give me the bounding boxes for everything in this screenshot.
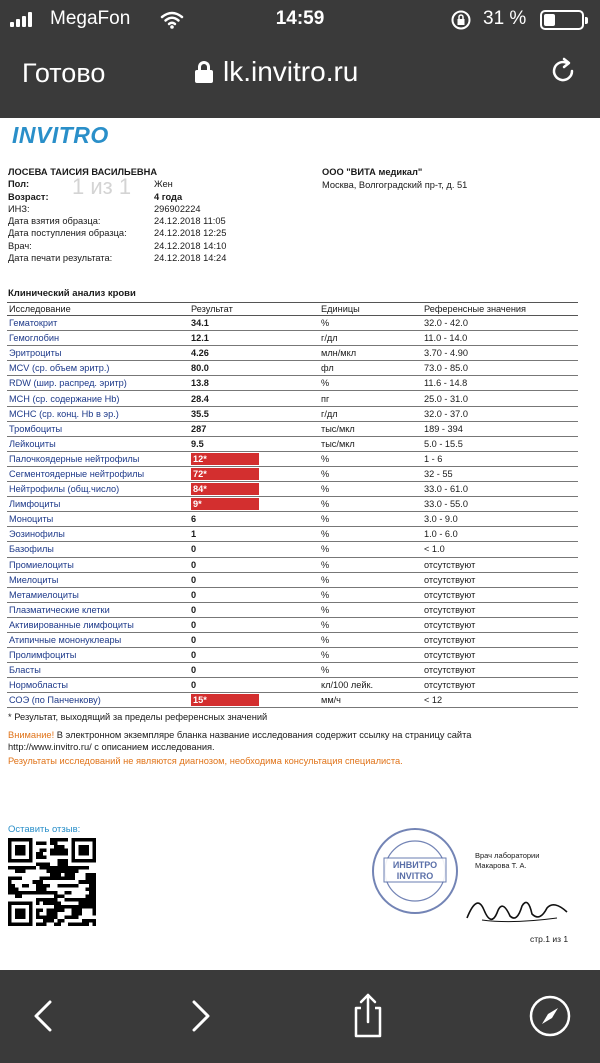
- table-row: [7, 663, 578, 678]
- table-row: [7, 451, 578, 466]
- test-unit: млн/мкл: [319, 346, 422, 361]
- column-header: Референсные значения: [422, 303, 578, 316]
- reference-range: отсутствуют: [422, 557, 578, 572]
- doctor-title: Врач лаборатории: [475, 851, 540, 860]
- clock: 14:59: [275, 8, 325, 29]
- test-unit: %: [319, 497, 422, 512]
- warning-note: Внимание! В электронном экземпляре бланка название исследования содержит ссылку на страницу сайта http://www.invitro.ru/ с описанием исследования.: [8, 730, 472, 752]
- test-unit: пг: [319, 391, 422, 406]
- reference-range: отсутствуют: [422, 602, 578, 617]
- test-result: 80.0: [189, 361, 319, 376]
- reference-range: отсутствуют: [422, 678, 578, 693]
- table-row: [7, 512, 578, 527]
- back-icon[interactable]: [24, 996, 64, 1036]
- out-of-range-result: 12*: [191, 453, 259, 465]
- results-table: [7, 302, 578, 708]
- test-unit: фл: [319, 361, 422, 376]
- reference-range: 5.0 - 15.5: [422, 436, 578, 451]
- out-of-range-result: 72*: [191, 468, 259, 480]
- invitro-logo: INVITRO: [12, 122, 109, 148]
- lab-stamp: [370, 826, 460, 916]
- test-name-link[interactable]: Моноциты: [7, 512, 189, 527]
- share-icon[interactable]: [348, 992, 388, 1038]
- test-unit: мм/ч: [319, 693, 422, 708]
- test-result: 0: [189, 648, 319, 663]
- table-row: [7, 542, 578, 557]
- test-name-link[interactable]: Метамиелоциты: [7, 587, 189, 602]
- reference-range: 32.0 - 37.0: [422, 406, 578, 421]
- table-row: [7, 346, 578, 361]
- browser-nav-bar: [0, 40, 600, 118]
- address-bar[interactable]: [195, 56, 358, 88]
- test-result: 34.1: [189, 316, 319, 331]
- table-row: [7, 361, 578, 376]
- reference-range: отсутствуют: [422, 663, 578, 678]
- reference-range: 1 - 6: [422, 451, 578, 466]
- test-result: 12.1: [189, 331, 319, 346]
- test-name-link[interactable]: MCH (ср. содержание Hb): [7, 391, 189, 406]
- reference-range: 11.6 - 14.8: [422, 376, 578, 391]
- test-result: 0: [189, 557, 319, 572]
- test-name-link[interactable]: Лимфоциты: [7, 497, 189, 512]
- table-row: [7, 602, 578, 617]
- test-result: 0: [189, 632, 319, 647]
- test-unit: %: [319, 632, 422, 647]
- test-unit: %: [319, 512, 422, 527]
- patient-field: Дата взятия образца: 24.12.2018 11:05: [8, 216, 226, 227]
- test-unit: %: [319, 617, 422, 632]
- warning-word: Внимание!: [8, 730, 55, 740]
- test-name-link[interactable]: Нормобласты: [7, 678, 189, 693]
- reference-range: отсутствуют: [422, 617, 578, 632]
- lab-address: Москва, Волгоградский пр-т, д. 51: [322, 180, 468, 190]
- column-header: Единицы: [319, 303, 422, 316]
- test-unit: %: [319, 557, 422, 572]
- reference-range: 189 - 394: [422, 421, 578, 436]
- test-result: 35.5: [189, 406, 319, 421]
- table-row: [7, 572, 578, 587]
- test-unit: %: [319, 466, 422, 481]
- test-name-link[interactable]: Нейтрофилы (общ.число): [7, 482, 189, 497]
- test-unit: г/дл: [319, 406, 422, 421]
- out-of-range-result: 15*: [191, 694, 259, 706]
- patient-field: ИНЗ: 296902224: [8, 203, 201, 214]
- patient-field: Дата печати результата: 24.12.2018 14:24: [8, 253, 227, 264]
- reference-range: 3.70 - 4.90: [422, 346, 578, 361]
- test-unit: %: [319, 648, 422, 663]
- rotation-lock-icon: [450, 9, 472, 31]
- test-result: 0: [189, 587, 319, 602]
- test-result: [189, 482, 319, 497]
- stamp-text: ИНВИТРО: [392, 860, 438, 870]
- test-result: 28.4: [189, 391, 319, 406]
- test-name-link[interactable]: Бласты: [7, 663, 189, 678]
- browser-toolbar: [0, 970, 600, 1063]
- doctor-name: Макарова Т. А.: [475, 861, 527, 870]
- reference-range: 11.0 - 14.0: [422, 331, 578, 346]
- test-name-link[interactable]: Пролимфоциты: [7, 648, 189, 663]
- reference-range: отсутствуют: [422, 587, 578, 602]
- test-result: 0: [189, 542, 319, 557]
- reference-range: отсутствуют: [422, 648, 578, 663]
- invitro-link[interactable]: http://www.invitro.ru/: [8, 742, 92, 752]
- test-result: 13.8: [189, 376, 319, 391]
- test-name-link[interactable]: Гематокрит: [7, 316, 189, 331]
- test-name-link[interactable]: Активированные лимфоциты: [7, 617, 189, 632]
- qr-code[interactable]: [8, 838, 96, 926]
- test-unit: %: [319, 663, 422, 678]
- test-unit: %: [319, 316, 422, 331]
- test-result: 9.5: [189, 436, 319, 451]
- reference-range: 3.0 - 9.0: [422, 512, 578, 527]
- reference-range: отсутствуют: [422, 632, 578, 647]
- patient-field: Пол: Жен: [8, 179, 173, 190]
- test-unit: кл/100 лейк.: [319, 678, 422, 693]
- lab-result-document: [0, 118, 600, 970]
- page-indicator-overlay: 1 из 1: [72, 174, 132, 199]
- table-row: [7, 632, 578, 647]
- test-result: 4.26: [189, 346, 319, 361]
- test-name-link[interactable]: Плазматические клетки: [7, 602, 189, 617]
- reference-range: 32 - 55: [422, 466, 578, 481]
- stamp-text-latin: INVITRO: [396, 871, 434, 881]
- test-unit: г/дл: [319, 331, 422, 346]
- table-header-row: [7, 303, 578, 316]
- battery-percent: 31 %: [483, 8, 527, 29]
- patient-field: Возраст: 4 года: [8, 191, 183, 202]
- test-result: 287: [189, 421, 319, 436]
- table-row: [7, 648, 578, 663]
- test-name-link[interactable]: MCV (ср. объем эритр.): [7, 361, 189, 376]
- test-name-link[interactable]: Миелоциты: [7, 572, 189, 587]
- patient-field: Дата поступления образца: 24.12.2018 12:25: [8, 228, 227, 239]
- url-text: lk.invitro.ru: [223, 56, 359, 87]
- reference-range: 33.0 - 55.0: [422, 497, 578, 512]
- carrier-name: MegaFon: [50, 8, 131, 29]
- test-result: [189, 693, 319, 708]
- reload-icon[interactable]: [548, 56, 578, 86]
- test-name-link[interactable]: Сегментоядерные нейтрофилы: [7, 466, 189, 481]
- test-unit: %: [319, 572, 422, 587]
- reference-range: отсутствуют: [422, 572, 578, 587]
- test-name-link[interactable]: Базофилы: [7, 542, 189, 557]
- out-of-range-result: 9*: [191, 498, 259, 510]
- table-row: [7, 316, 578, 331]
- test-name-link[interactable]: Палочкоядерные нейтрофилы: [7, 451, 189, 466]
- table-row: [7, 617, 578, 632]
- reference-range: < 1.0: [422, 542, 578, 557]
- test-unit: тыс/мкл: [319, 436, 422, 451]
- lock-icon: [195, 61, 213, 83]
- test-name-link[interactable]: Эритроциты: [7, 346, 189, 361]
- table-row: [7, 693, 578, 708]
- battery-icon: [540, 10, 584, 30]
- table-row: [7, 331, 578, 346]
- table-row: [7, 678, 578, 693]
- doctor-signature-block: [475, 851, 539, 871]
- disclaimer-note: Результаты исследований не являются диагнозом, необходима консультация специалиста.: [8, 756, 403, 766]
- table-row: [7, 391, 578, 406]
- test-unit: %: [319, 602, 422, 617]
- test-result: 0: [189, 572, 319, 587]
- lab-info: [322, 166, 467, 192]
- status-bar: [0, 0, 600, 40]
- feedback-label: Оставить отзыв:: [8, 824, 81, 835]
- test-unit: %: [319, 451, 422, 466]
- test-name-link[interactable]: Лейкоциты: [7, 436, 189, 451]
- out-of-range-result: 84*: [191, 483, 259, 495]
- table-row: [7, 406, 578, 421]
- reference-range: 32.0 - 42.0: [422, 316, 578, 331]
- test-name-link[interactable]: СОЭ (по Панченкову): [7, 693, 189, 708]
- test-result: 6: [189, 512, 319, 527]
- test-unit: %: [319, 542, 422, 557]
- reference-range: < 12: [422, 693, 578, 708]
- lab-name: ООО "ВИТА медикал": [322, 167, 423, 177]
- test-unit: %: [319, 587, 422, 602]
- test-name-link[interactable]: Тромбоциты: [7, 421, 189, 436]
- reference-range: 73.0 - 85.0: [422, 361, 578, 376]
- section-title: Клинический анализ крови: [8, 288, 136, 299]
- table-row: [7, 421, 578, 436]
- table-row: [7, 497, 578, 512]
- done-button[interactable]: Готово: [22, 58, 106, 88]
- reference-range: 1.0 - 6.0: [422, 527, 578, 542]
- test-result: [189, 466, 319, 481]
- table-row: [7, 376, 578, 391]
- column-header: Результат: [189, 303, 319, 316]
- test-result: 0: [189, 602, 319, 617]
- table-row: [7, 482, 578, 497]
- table-row: [7, 527, 578, 542]
- reference-range: 25.0 - 31.0: [422, 391, 578, 406]
- signature: [462, 888, 572, 928]
- patient-field: Врач: 24.12.2018 14:10: [8, 240, 227, 251]
- test-name-link[interactable]: Эозинофилы: [7, 527, 189, 542]
- table-row: [7, 557, 578, 572]
- column-header: Исследование: [7, 303, 189, 316]
- compass-icon[interactable]: [528, 994, 572, 1038]
- page-number: стр.1 из 1: [530, 934, 569, 944]
- test-name-link[interactable]: Атипичные мононуклеары: [7, 632, 189, 647]
- reference-range: 33.0 - 61.0: [422, 482, 578, 497]
- patient-name: ЛОСЕВА ТАИСИЯ ВАСИЛЬЕВНА: [8, 167, 158, 177]
- test-unit: тыс/мкл: [319, 421, 422, 436]
- asterisk-note: * Результат, выходящий за пределы референсных значений: [8, 712, 268, 722]
- test-unit: %: [319, 376, 422, 391]
- test-result: [189, 451, 319, 466]
- test-result: 0: [189, 663, 319, 678]
- test-name-link[interactable]: MCHC (ср. конц. Hb в эр.): [7, 406, 189, 421]
- test-result: 0: [189, 678, 319, 693]
- test-unit: %: [319, 527, 422, 542]
- test-result: [189, 497, 319, 512]
- test-name-link[interactable]: RDW (шир. распред. эритр): [7, 376, 189, 391]
- test-result: 0: [189, 617, 319, 632]
- test-unit: %: [319, 482, 422, 497]
- table-row: [7, 466, 578, 481]
- forward-icon[interactable]: [180, 996, 220, 1036]
- test-name-link[interactable]: Промиелоциты: [7, 557, 189, 572]
- table-row: [7, 436, 578, 451]
- test-name-link[interactable]: Гемоглобин: [7, 331, 189, 346]
- table-row: [7, 587, 578, 602]
- test-result: 1: [189, 527, 319, 542]
